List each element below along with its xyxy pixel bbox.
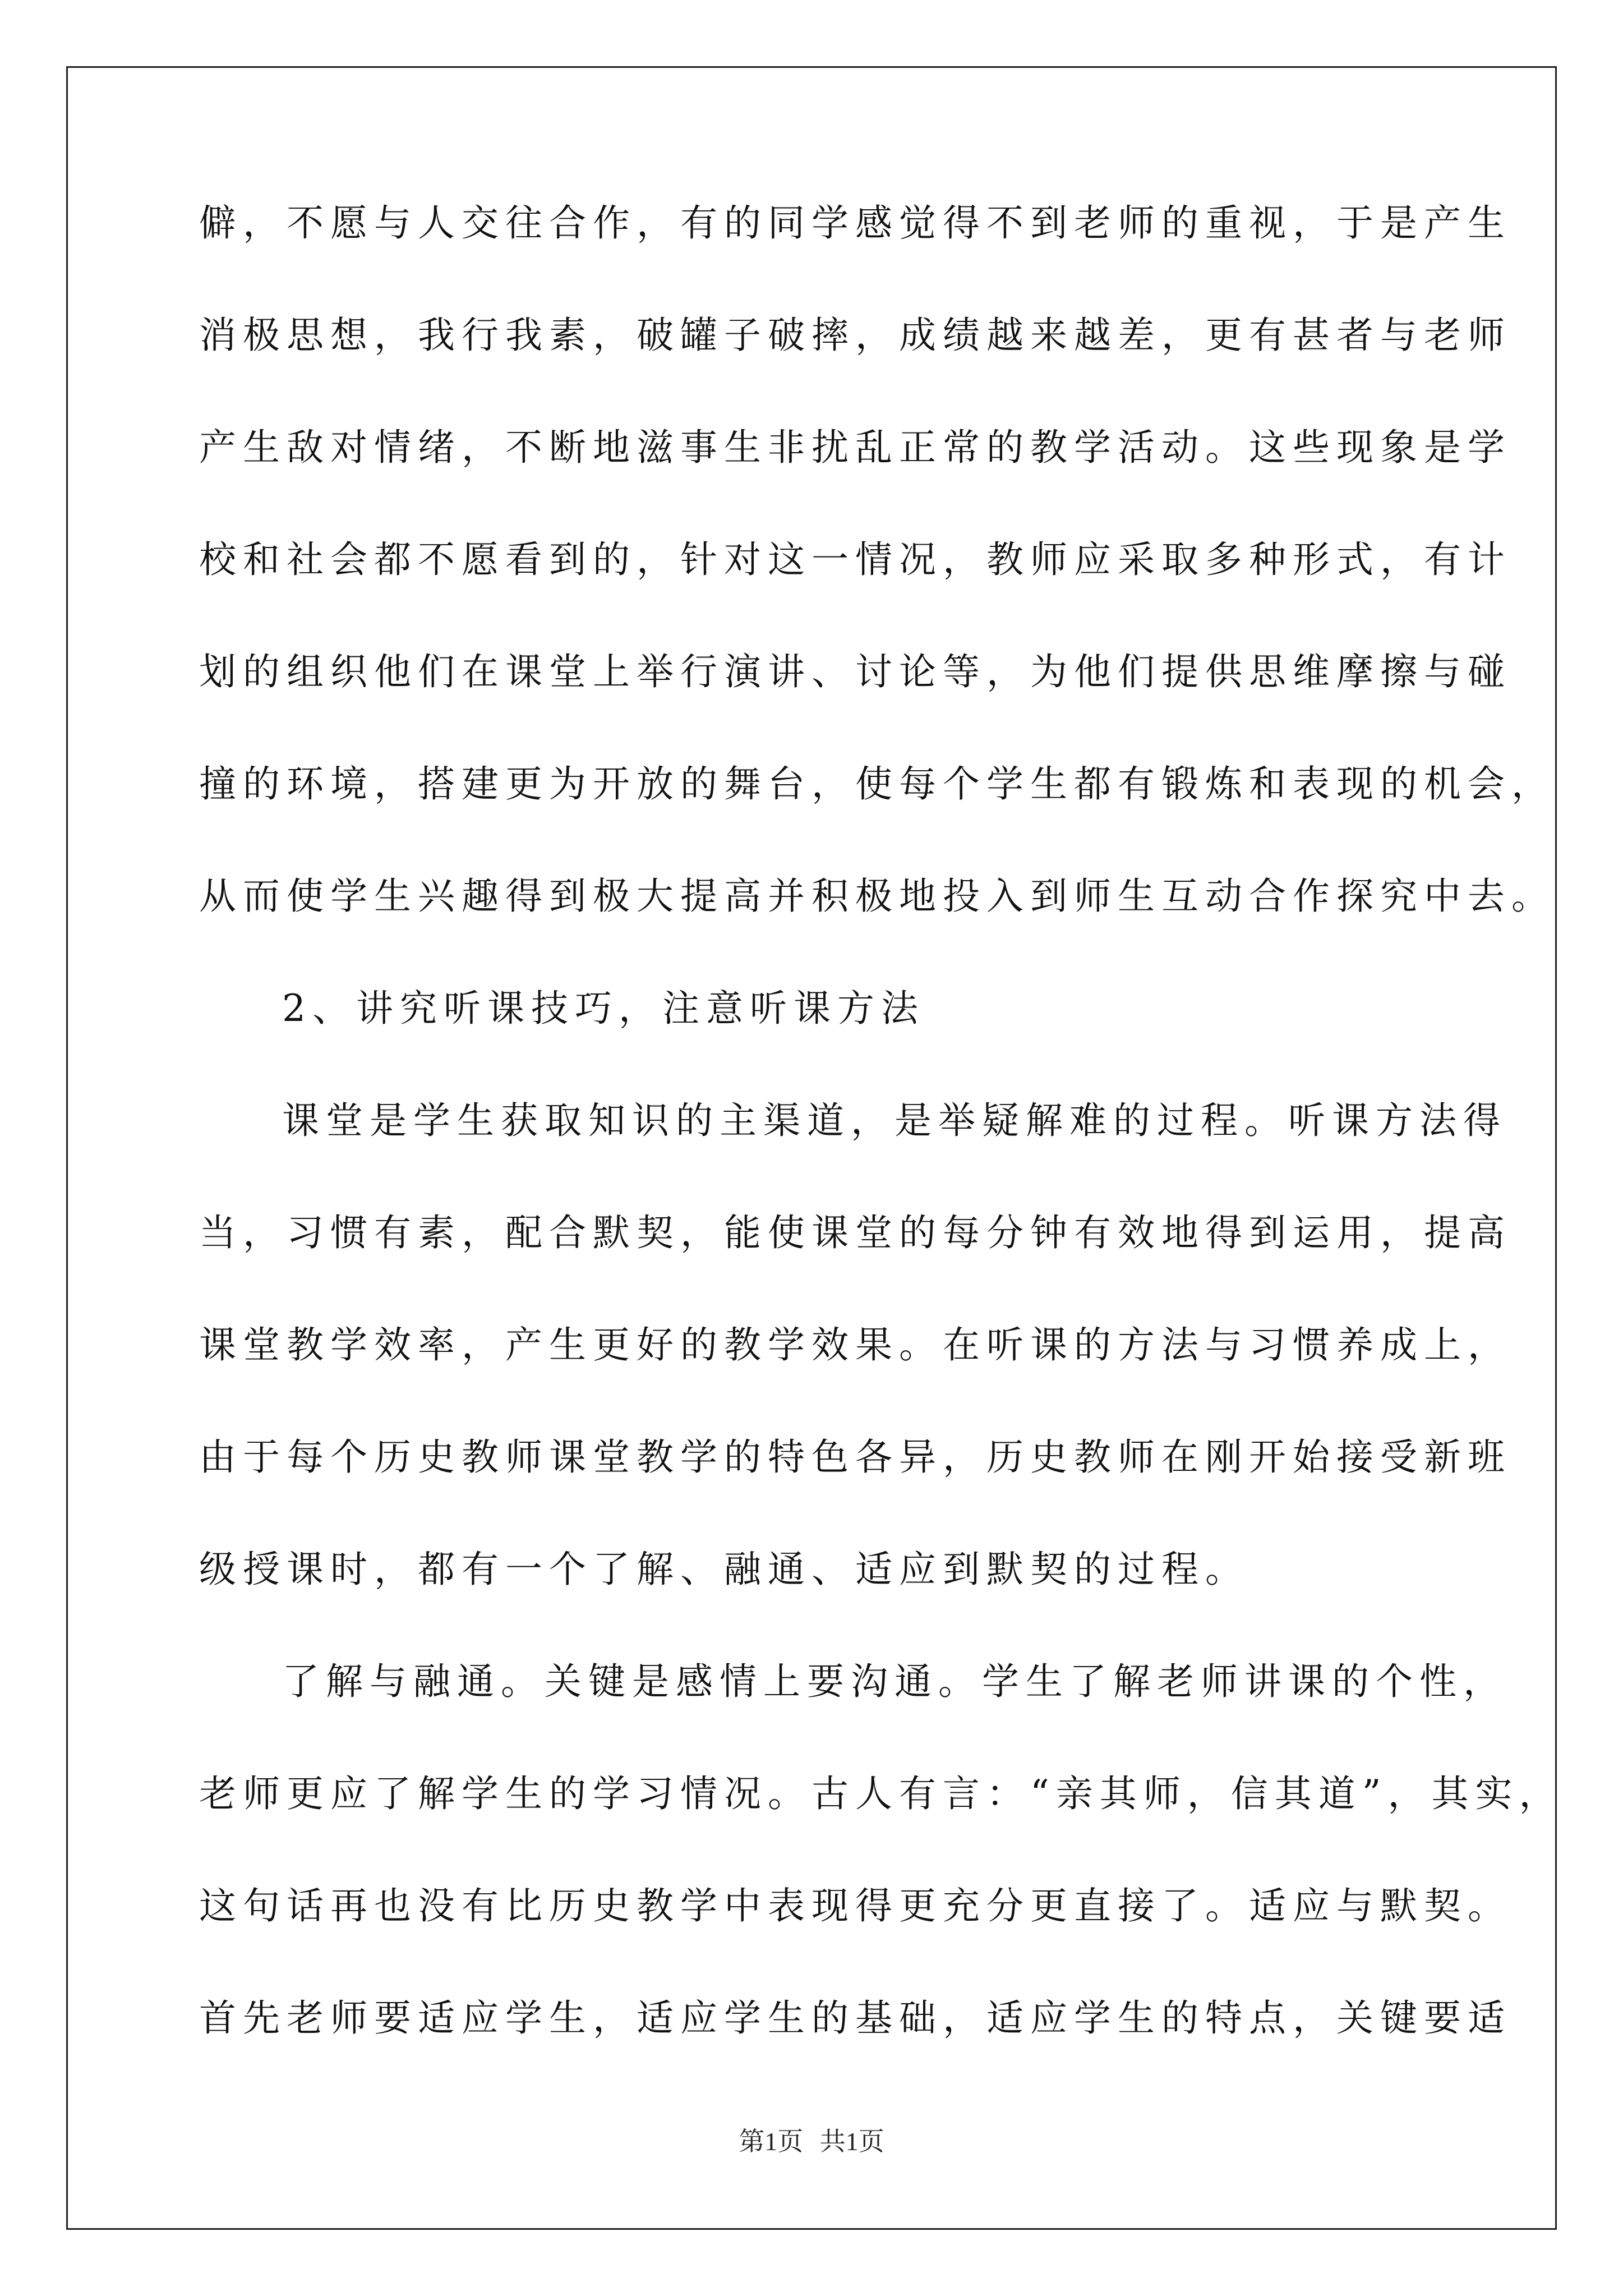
text-line: 首先老师要适应学生，适应学生的基础，适应学生的特点，关键要适: [199, 1996, 1511, 2040]
text-line: 消极思想，我行我素，破罐子破摔，成绩越来越差，更有甚者与老师: [199, 314, 1511, 357]
text-line: 由于每个历史教师课堂教学的特色各异，历史教师在刚开始接受新班: [199, 1435, 1511, 1479]
text-line: 了解与融通。关键是感情上要沟通。学生了解老师讲课的个性，: [282, 1660, 1507, 1703]
document-body: [199, 201, 1563, 2112]
text-line: 2、讲究听课技巧，注意听课方法: [282, 987, 925, 1030]
text-line: 产生敌对情绪，不断地滋事生非扰乱正常的教学活动。这些现象是学: [199, 426, 1511, 469]
text-line: 划的组织他们在课堂上举行演讲、讨论等，为他们提供思维摩擦与碰: [199, 650, 1511, 693]
text-line: 老师更应了解学生的学习情况。古人有言：“亲其师，信其道”，其实，: [199, 1772, 1563, 1815]
text-line: 这句话再也没有比历史教学中表现得更充分更直接了。适应与默契。: [199, 1884, 1511, 1927]
text-line: 当，习惯有素，配合默契，能使课堂的每分钟有效地得到运用，提高: [199, 1211, 1511, 1254]
text-line: 课堂是学生获取知识的主渠道，是举疑解难的过程。听课方法得: [282, 1099, 1507, 1142]
text-line: 从而使学生兴趣得到极大提高并积极地投入到师生互动合作探究中去。: [199, 875, 1555, 918]
text-line: 级授课时，都有一个了解、融通、适应到默契的过程。: [199, 1548, 1249, 1591]
page-footer: [0, 2129, 1623, 2155]
text-line: 僻，不愿与人交往合作，有的同学感觉得不到老师的重视，于是产生: [199, 201, 1511, 245]
page-total: 共1页: [819, 2127, 884, 2156]
text-line: 撞的环境，搭建更为开放的舞台，使每个学生都有锻炼和表现的机会，: [199, 762, 1555, 806]
text-line: 校和社会都不愿看到的，针对这一情况，教师应采取多种形式，有计: [199, 538, 1511, 581]
text-line: 课堂教学效率，产生更好的教学效果。在听课的方法与习惯养成上，: [199, 1323, 1511, 1366]
page-number: 第1页: [739, 2127, 804, 2156]
